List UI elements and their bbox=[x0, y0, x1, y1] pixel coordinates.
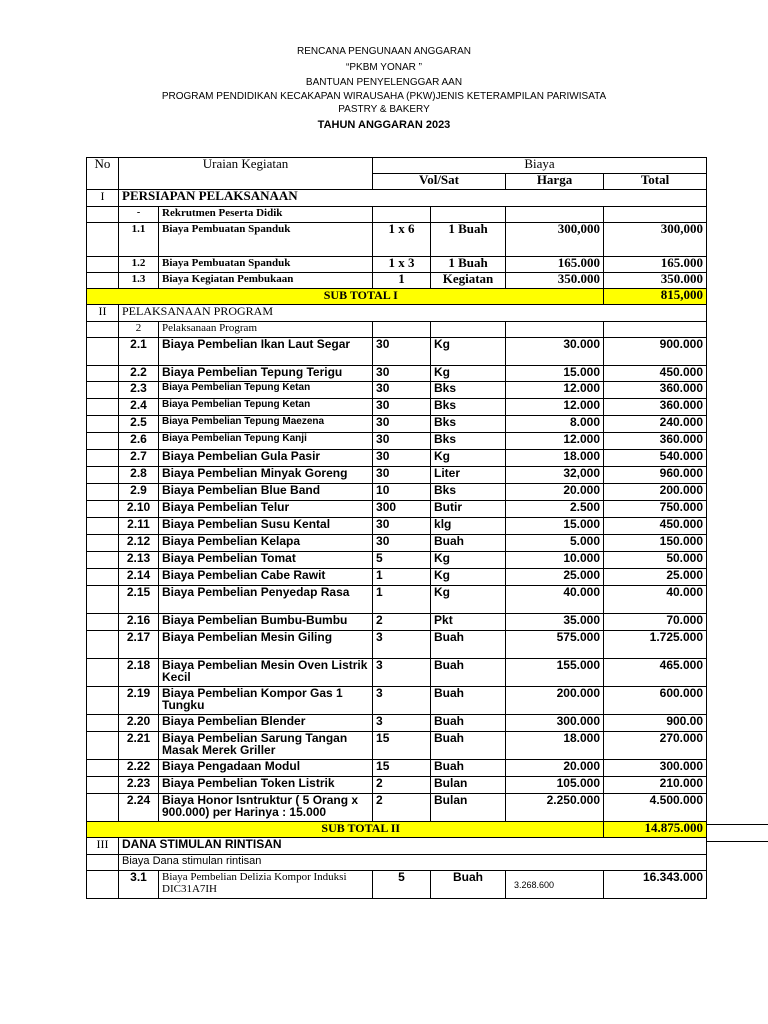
row-total: 25.000 bbox=[604, 569, 707, 586]
row-vol: 300 bbox=[373, 501, 431, 518]
row-desc: Biaya Pembelian Gula Pasir bbox=[159, 450, 373, 467]
budget-table bbox=[86, 157, 707, 899]
row-vol: 30 bbox=[373, 518, 431, 535]
table-row bbox=[87, 518, 707, 535]
table-row bbox=[87, 416, 707, 433]
row-harga: 25.000 bbox=[506, 569, 604, 586]
row-total: 40.000 bbox=[604, 586, 707, 614]
row-empty bbox=[87, 467, 119, 484]
doc-skill: PASTRY & BAKERY bbox=[338, 104, 430, 115]
row-vol: 2 bbox=[373, 777, 431, 794]
doc-program: PROGRAM PENDIDIKAN KECAKAPAN WIRAUSAHA (PKW)JENIS KETERAMPILAN PARIWISATA bbox=[161, 91, 607, 102]
row-harga: 15.000 bbox=[506, 518, 604, 535]
row-vol: 1 bbox=[373, 586, 431, 614]
section-title: DANA STIMULAN RINTISAN bbox=[119, 838, 707, 855]
row-harga: 155.000 bbox=[506, 659, 604, 687]
table-row bbox=[87, 552, 707, 569]
row-sat: Buah bbox=[431, 535, 506, 552]
row-sat: Buah bbox=[431, 659, 506, 687]
row-desc: Biaya Pembelian Tepung Terigu bbox=[159, 366, 373, 382]
section-row-3 bbox=[87, 838, 707, 855]
row-sat: 1 Buah bbox=[431, 257, 506, 273]
table-row bbox=[87, 659, 707, 687]
table-row bbox=[87, 273, 707, 289]
row-harga: 12.000 bbox=[506, 433, 604, 450]
row-no: 2.10 bbox=[119, 501, 159, 518]
row-sat: Buah bbox=[431, 687, 506, 715]
row-total: 360.000 bbox=[604, 433, 707, 450]
row-total: 210.000 bbox=[604, 777, 707, 794]
row-vol: 3 bbox=[373, 687, 431, 715]
row-no: 1.1 bbox=[119, 223, 159, 257]
row-sat: Buah bbox=[431, 871, 506, 899]
row-harga: 105.000 bbox=[506, 777, 604, 794]
row-harga: 20.000 bbox=[506, 760, 604, 777]
row-no: 1.3 bbox=[119, 273, 159, 289]
row-harga: 200.000 bbox=[506, 687, 604, 715]
row-no: 2.14 bbox=[119, 569, 159, 586]
row-vol: 10 bbox=[373, 484, 431, 501]
row-total: 270.000 bbox=[604, 732, 707, 760]
col-header-total: Total bbox=[604, 174, 707, 190]
row-no: 2.8 bbox=[119, 467, 159, 484]
table-row bbox=[87, 257, 707, 273]
row-desc: Biaya Pembelian Delizia Kompor Induksi DIC31A7IH bbox=[159, 871, 373, 899]
row-harga: 30.000 bbox=[506, 338, 604, 366]
row-no: 3.1 bbox=[119, 871, 159, 899]
row-harga: 35.000 bbox=[506, 614, 604, 631]
row-sat: Bks bbox=[431, 399, 506, 416]
row-sat: Buah bbox=[431, 732, 506, 760]
row-empty bbox=[87, 450, 119, 467]
row-empty bbox=[87, 777, 119, 794]
row-no: 2.16 bbox=[119, 614, 159, 631]
row-no: 2.7 bbox=[119, 450, 159, 467]
row-vol: 30 bbox=[373, 399, 431, 416]
row-desc: Biaya Pembelian Ikan Laut Segar bbox=[159, 338, 373, 366]
table-row bbox=[87, 366, 707, 382]
row-vol: 5 bbox=[373, 552, 431, 569]
row-empty bbox=[87, 382, 119, 399]
header-row-1 bbox=[87, 158, 707, 174]
row-desc: Biaya Pembelian Bumbu-Bumbu bbox=[159, 614, 373, 631]
row-harga: 3.268.600 bbox=[506, 871, 604, 899]
col-header-uraian: Uraian Kegiatan bbox=[119, 158, 373, 190]
row-empty bbox=[87, 687, 119, 715]
row-total: 4.500.000 bbox=[604, 794, 707, 822]
row-no: 2.6 bbox=[119, 433, 159, 450]
row-sat: Bks bbox=[431, 382, 506, 399]
row-desc: Biaya Honor Isntruktur ( 5 Orang x 900.000) per Harinya : 15.000 bbox=[159, 794, 373, 822]
row-total: 360.000 bbox=[604, 382, 707, 399]
row-no: 2.21 bbox=[119, 732, 159, 760]
subsection-row-3 bbox=[87, 855, 707, 871]
row-vol: 30 bbox=[373, 416, 431, 433]
row-vol: 3 bbox=[373, 631, 431, 659]
row-total: 540.000 bbox=[604, 450, 707, 467]
row-sat: Kg bbox=[431, 450, 506, 467]
row-desc: Biaya Pembelian Tepung Kanji bbox=[159, 433, 373, 450]
doc-subtitle: BANTUAN PENYELENGGAR AAN bbox=[305, 77, 463, 88]
table-row bbox=[87, 631, 707, 659]
row-total: 165.000 bbox=[604, 257, 707, 273]
table-row bbox=[87, 399, 707, 416]
section-no: I bbox=[87, 190, 119, 207]
row-no: 2.11 bbox=[119, 518, 159, 535]
row-sat: Buah bbox=[431, 715, 506, 732]
subtotal-row-2 bbox=[87, 822, 707, 838]
row-vol: 30 bbox=[373, 433, 431, 450]
row-no: 2.9 bbox=[119, 484, 159, 501]
row-harga: 10.000 bbox=[506, 552, 604, 569]
row-total: 450.000 bbox=[604, 366, 707, 382]
col-header-volsat: Vol/Sat bbox=[373, 174, 506, 190]
subtotal-label: SUB TOTAL II bbox=[119, 822, 604, 838]
table-row bbox=[87, 338, 707, 366]
row-desc: Biaya Pembelian Blender bbox=[159, 715, 373, 732]
row-vol: 5 bbox=[373, 871, 431, 899]
table-row bbox=[87, 687, 707, 715]
row-empty bbox=[87, 433, 119, 450]
doc-year: TAHUN ANGGARAN 2023 bbox=[317, 119, 451, 131]
row-vol: 1 bbox=[373, 273, 431, 289]
table-edge-line bbox=[706, 824, 768, 825]
row-harga: 8.000 bbox=[506, 416, 604, 433]
row-sat: Buah bbox=[431, 760, 506, 777]
row-total: 750.000 bbox=[604, 501, 707, 518]
table-row bbox=[87, 715, 707, 732]
row-harga: 575.000 bbox=[506, 631, 604, 659]
row-sat: Bulan bbox=[431, 777, 506, 794]
row-sat: Kg bbox=[431, 338, 506, 366]
subsection-row-2 bbox=[87, 322, 707, 338]
row-empty bbox=[87, 535, 119, 552]
row-harga: 12.000 bbox=[506, 382, 604, 399]
row-empty bbox=[87, 338, 119, 366]
row-sat: Kg bbox=[431, 552, 506, 569]
row-empty bbox=[87, 416, 119, 433]
row-harga: 2.250.000 bbox=[506, 794, 604, 822]
section-title: PERSIAPAN PELAKSANAAN bbox=[119, 190, 707, 207]
row-desc: Biaya Pembelian Tepung Ketan bbox=[159, 399, 373, 416]
subtotal-total: 815,000 bbox=[604, 289, 707, 305]
section-title: PELAKSANAAN PROGRAM bbox=[119, 305, 707, 322]
row-total: 960.000 bbox=[604, 467, 707, 484]
row-sat: Butir bbox=[431, 501, 506, 518]
row-no: 1.2 bbox=[119, 257, 159, 273]
col-header-no: No bbox=[87, 158, 119, 190]
row-no: 2.15 bbox=[119, 586, 159, 614]
row-total: 1.725.000 bbox=[604, 631, 707, 659]
row-desc: Biaya Pembelian Blue Band bbox=[159, 484, 373, 501]
row-no: 2.5 bbox=[119, 416, 159, 433]
row-no: 2.13 bbox=[119, 552, 159, 569]
row-harga: 300,000 bbox=[506, 223, 604, 257]
row-desc: Biaya Kegiatan Pembukaan bbox=[159, 273, 373, 289]
row-empty bbox=[87, 518, 119, 535]
row-desc: Biaya Pembuatan Spanduk bbox=[159, 257, 373, 273]
section-row-1 bbox=[87, 190, 707, 207]
row-vol: 30 bbox=[373, 467, 431, 484]
row-no: 2.24 bbox=[119, 794, 159, 822]
row-harga: 18.000 bbox=[506, 732, 604, 760]
row-harga: 5.000 bbox=[506, 535, 604, 552]
row-empty bbox=[87, 871, 119, 899]
row-empty bbox=[87, 715, 119, 732]
doc-title: RENCANA PENGUNAAN ANGGARAN bbox=[297, 46, 471, 57]
row-sat: Kg bbox=[431, 366, 506, 382]
row-sat: Bulan bbox=[431, 794, 506, 822]
row-desc: Biaya Pembelian Tepung Maezena bbox=[159, 416, 373, 433]
row-no: 2.18 bbox=[119, 659, 159, 687]
subsection-label: Pelaksanaan Program bbox=[159, 322, 373, 338]
table-row bbox=[87, 871, 707, 899]
table-row bbox=[87, 223, 707, 257]
row-total: 70.000 bbox=[604, 614, 707, 631]
row-total: 350.000 bbox=[604, 273, 707, 289]
row-desc: Biaya Pembelian Penyedap Rasa bbox=[159, 586, 373, 614]
row-no: 2.19 bbox=[119, 687, 159, 715]
row-sat: Kg bbox=[431, 569, 506, 586]
row-total: 16.343.000 bbox=[604, 871, 707, 899]
row-no: 2.2 bbox=[119, 366, 159, 382]
row-sat: Kegiatan bbox=[431, 273, 506, 289]
col-header-biaya: Biaya bbox=[373, 158, 707, 174]
subsection-label: Biaya Dana stimulan rintisan bbox=[119, 855, 707, 871]
table-row bbox=[87, 433, 707, 450]
table-row bbox=[87, 467, 707, 484]
row-total: 300,000 bbox=[604, 223, 707, 257]
row-desc: Biaya Pembelian Telur bbox=[159, 501, 373, 518]
row-no: 2.12 bbox=[119, 535, 159, 552]
row-empty bbox=[87, 732, 119, 760]
row-total: 465.000 bbox=[604, 659, 707, 687]
row-desc: Biaya Pembelian Sarung Tangan Masak Merek Griller bbox=[159, 732, 373, 760]
row-sat: 1 Buah bbox=[431, 223, 506, 257]
table-edge-line bbox=[706, 841, 768, 842]
row-empty bbox=[87, 366, 119, 382]
row-desc: Biaya Pembelian Tomat bbox=[159, 552, 373, 569]
row-sat: Bks bbox=[431, 484, 506, 501]
row-vol: 30 bbox=[373, 338, 431, 366]
row-vol: 30 bbox=[373, 382, 431, 399]
row-no: 2.23 bbox=[119, 777, 159, 794]
row-desc: Biaya Pembelian Mesin Giling bbox=[159, 631, 373, 659]
row-total: 450.000 bbox=[604, 518, 707, 535]
table-row bbox=[87, 586, 707, 614]
subtotal-label: SUB TOTAL I bbox=[119, 289, 604, 305]
row-sat: Liter bbox=[431, 467, 506, 484]
row-vol: 2 bbox=[373, 614, 431, 631]
row-empty bbox=[87, 484, 119, 501]
subtotal-row-1 bbox=[87, 289, 707, 305]
subtotal-empty bbox=[87, 822, 119, 838]
row-desc: Biaya Pembelian Minyak Goreng bbox=[159, 467, 373, 484]
row-vol: 30 bbox=[373, 535, 431, 552]
row-no: 2.17 bbox=[119, 631, 159, 659]
row-empty bbox=[87, 501, 119, 518]
row-vol: 1 x 3 bbox=[373, 257, 431, 273]
row-sat: Kg bbox=[431, 586, 506, 614]
row-total: 300.000 bbox=[604, 760, 707, 777]
row-harga: 15.000 bbox=[506, 366, 604, 382]
row-desc: Biaya Pembelian Token Listrik bbox=[159, 777, 373, 794]
row-vol: 15 bbox=[373, 732, 431, 760]
row-desc: Biaya Pembelian Kompor Gas 1 Tungku bbox=[159, 687, 373, 715]
row-vol: 3 bbox=[373, 659, 431, 687]
row-sat: Bks bbox=[431, 416, 506, 433]
subsection-row-1 bbox=[87, 207, 707, 223]
col-header-harga: Harga bbox=[506, 174, 604, 190]
section-no: II bbox=[87, 305, 119, 322]
row-vol: 2 bbox=[373, 794, 431, 822]
row-no: 2.22 bbox=[119, 760, 159, 777]
table-row bbox=[87, 794, 707, 822]
row-sat: klg bbox=[431, 518, 506, 535]
row-total: 200.000 bbox=[604, 484, 707, 501]
row-no: 2.20 bbox=[119, 715, 159, 732]
row-total: 50.000 bbox=[604, 552, 707, 569]
table-row bbox=[87, 614, 707, 631]
table-row bbox=[87, 732, 707, 760]
row-desc: Biaya Pembuatan Spanduk bbox=[159, 223, 373, 257]
row-empty bbox=[87, 614, 119, 631]
row-vol: 30 bbox=[373, 366, 431, 382]
subsection-no: - bbox=[119, 207, 159, 223]
row-total: 240.000 bbox=[604, 416, 707, 433]
row-desc: Biaya Pengadaan Modul bbox=[159, 760, 373, 777]
row-desc: Biaya Pembelian Kelapa bbox=[159, 535, 373, 552]
table-row bbox=[87, 484, 707, 501]
row-total: 150.000 bbox=[604, 535, 707, 552]
row-harga: 20.000 bbox=[506, 484, 604, 501]
row-sat: Buah bbox=[431, 631, 506, 659]
row-total: 360.000 bbox=[604, 399, 707, 416]
table-row bbox=[87, 760, 707, 777]
row-empty bbox=[87, 399, 119, 416]
row-desc: Biaya Pembelian Mesin Oven Listrik Kecil bbox=[159, 659, 373, 687]
subsection-no: 2 bbox=[119, 322, 159, 338]
row-harga: 2.500 bbox=[506, 501, 604, 518]
section-no: III bbox=[87, 838, 119, 855]
row-no: 2.4 bbox=[119, 399, 159, 416]
section-row-2 bbox=[87, 305, 707, 322]
row-vol: 15 bbox=[373, 760, 431, 777]
row-sat: Pkt bbox=[431, 614, 506, 631]
table-row bbox=[87, 777, 707, 794]
row-vol: 30 bbox=[373, 450, 431, 467]
subtotal-total: 14.875.000 bbox=[604, 822, 707, 838]
subsection-label: Rekrutmen Peserta Didik bbox=[159, 207, 373, 223]
row-total: 900.000 bbox=[604, 338, 707, 366]
row-empty bbox=[87, 794, 119, 822]
row-empty bbox=[87, 855, 119, 871]
row-total: 600.000 bbox=[604, 687, 707, 715]
table-row bbox=[87, 382, 707, 399]
row-empty bbox=[87, 659, 119, 687]
row-harga: 12.000 bbox=[506, 399, 604, 416]
row-sat: Bks bbox=[431, 433, 506, 450]
row-vol: 1 bbox=[373, 569, 431, 586]
row-harga: 18.000 bbox=[506, 450, 604, 467]
row-harga: 32,000 bbox=[506, 467, 604, 484]
row-vol: 3 bbox=[373, 715, 431, 732]
table-row bbox=[87, 501, 707, 518]
row-total: 900.00 bbox=[604, 715, 707, 732]
row-vol: 1 x 6 bbox=[373, 223, 431, 257]
row-empty bbox=[87, 586, 119, 614]
row-harga: 165.000 bbox=[506, 257, 604, 273]
row-no: 2.3 bbox=[119, 382, 159, 399]
row-no: 2.1 bbox=[119, 338, 159, 366]
doc-org: “PKBM YONAR ” bbox=[346, 62, 422, 73]
row-desc: Biaya Pembelian Tepung Ketan bbox=[159, 382, 373, 399]
row-empty bbox=[87, 552, 119, 569]
row-harga: 350.000 bbox=[506, 273, 604, 289]
row-empty bbox=[87, 569, 119, 586]
table-row bbox=[87, 535, 707, 552]
row-harga: 300.000 bbox=[506, 715, 604, 732]
row-empty bbox=[87, 631, 119, 659]
row-desc: Biaya Pembelian Susu Kental bbox=[159, 518, 373, 535]
row-harga: 40.000 bbox=[506, 586, 604, 614]
table-row bbox=[87, 450, 707, 467]
row-empty bbox=[87, 760, 119, 777]
table-row bbox=[87, 569, 707, 586]
row-desc: Biaya Pembelian Cabe Rawit bbox=[159, 569, 373, 586]
